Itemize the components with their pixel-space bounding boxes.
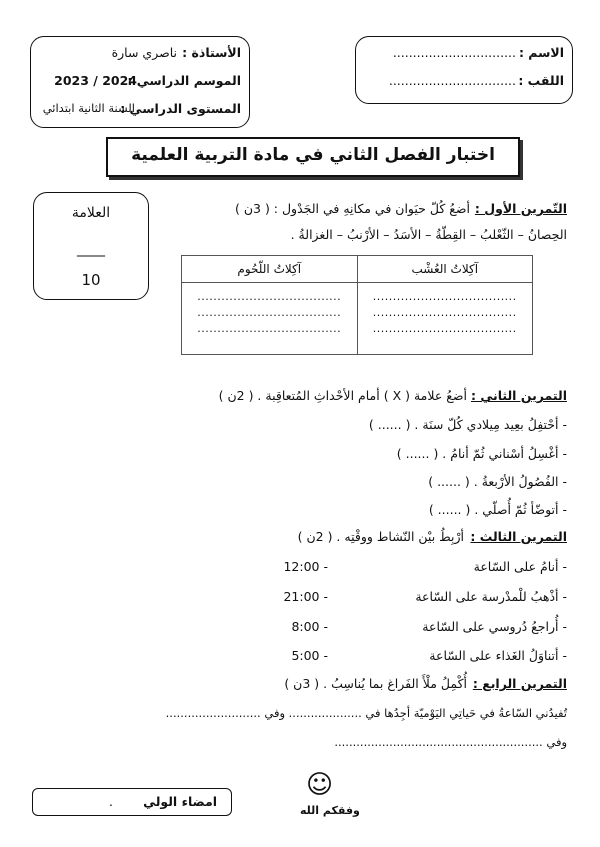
exercise2-instruction: أضعُ علامة ( X ) أمام الأحْداثِ المُتعاقِبة . ( 2ن ) (218, 388, 467, 403)
teacher-name: ناصري سارة (111, 45, 177, 60)
exercise1-instruction: أضعُ كُلّ حيَوان في مكانِهِ في الجَدْول : ( 3ن ) (234, 201, 470, 216)
exercise4-label: التمرين الرابع : (472, 676, 567, 691)
animals-table (181, 255, 533, 355)
closing-text: وفقكم الله (300, 804, 360, 817)
time-item: 21:00 - (283, 589, 328, 604)
exercise2-item: - الفُصُولُ الأرْبعةُ . ( ...... ) (428, 474, 567, 489)
exercise2-item: - أحْتفِلُ بعِيد مِيلادي كُلّ سنَة . ( ...... ) (368, 417, 567, 432)
dots-line: .................................... (197, 306, 342, 319)
exercise1-label: التّمرين الأول : (474, 201, 567, 216)
time-item: 12:00 - (283, 559, 328, 574)
surname-dots: ................................ (388, 73, 516, 88)
grade-box (33, 192, 149, 300)
activity-item: - أُراجعُ دُروسي على السّاعة (422, 619, 567, 634)
level-value: السنة الثانية ابتدائي (42, 101, 135, 115)
exercise3-label: التمرين الثالث : (470, 529, 567, 544)
exercise1-animals: الحِصانُ – الثّعْلبُ – القِطّةُ – الأسَدُ – الأرْنبُ – الغزالةُ . (290, 227, 567, 242)
name-dots: ............................... (392, 45, 516, 60)
dots-line: .................................... (197, 290, 342, 303)
col-carnivores: آكِلاتُ اللّحُوم (182, 256, 358, 283)
student-info-box (355, 36, 573, 104)
dots-line: .................................... (372, 322, 517, 335)
signature-dot: . (109, 794, 113, 809)
season-label: الموسم الدراسي : (127, 73, 241, 88)
dots-line: .................................... (372, 306, 517, 319)
smiley-icon: ☺ (306, 770, 334, 800)
teacher-info-box (30, 36, 250, 128)
signature-label: امضاء الولي (143, 794, 217, 809)
grade-blank: ____ (77, 241, 105, 257)
exercise2-item: - أتوضّأ ثُمّ أُصلّي . ( ...... ) (428, 502, 567, 517)
grade-label: العلامة (71, 205, 111, 221)
exercise4-line1[interactable]: تُفيدُني السّاعةُ في حَياتِي اليَوْميّة أجِدُها في .................... وفي .......................... (165, 706, 567, 720)
activity-item: - أتناوَلُ الغَذاء على السّاعة (429, 648, 567, 663)
exam-title-box (106, 137, 520, 177)
exercise2-item: - أغْسِلُ أسْناني ثُمّ أنامُ . ( ...... ) (396, 446, 567, 461)
dots-line: .................................... (372, 290, 517, 303)
level-label: المستوى الدراسي : (120, 101, 241, 116)
season-value: 2023 / 2024 (54, 73, 137, 88)
teacher-label: الأستاذة : (182, 45, 241, 60)
herbivores-cell[interactable] (357, 283, 533, 355)
dots-line: .................................... (197, 322, 342, 335)
carnivores-cell[interactable] (182, 283, 358, 355)
time-item: 5:00 - (291, 648, 328, 663)
parent-signature-box[interactable] (32, 788, 232, 816)
time-item: 8:00 - (291, 619, 328, 634)
col-herbivores: آكِلاتُ العُشْب (357, 256, 533, 283)
activity-item: - أذْهبُ للْمدْرسة على السّاعة (415, 589, 567, 604)
page-title: اختبار الفصل الثاني في مادة التربية العلمية (131, 145, 495, 165)
exercise4-line2[interactable]: وفي ......................................................... (334, 735, 567, 749)
name-label: الاسم : (518, 45, 564, 60)
exercise4-instruction: أُكْمِلُ ملْأَ الفَراغ بما يُناسِبُ . ( 3ن ) (284, 676, 467, 691)
grade-total: 10 (81, 271, 101, 289)
exercise2-label: التمرين الثاني : (471, 388, 567, 403)
surname-label: اللقب : (518, 73, 564, 88)
exercise3-instruction: أرْبِطُ بيْن النّشاط ووقْتِه . ( 2ن ) (297, 529, 464, 544)
activity-item: - أنامُ على السّاعة (473, 559, 567, 574)
